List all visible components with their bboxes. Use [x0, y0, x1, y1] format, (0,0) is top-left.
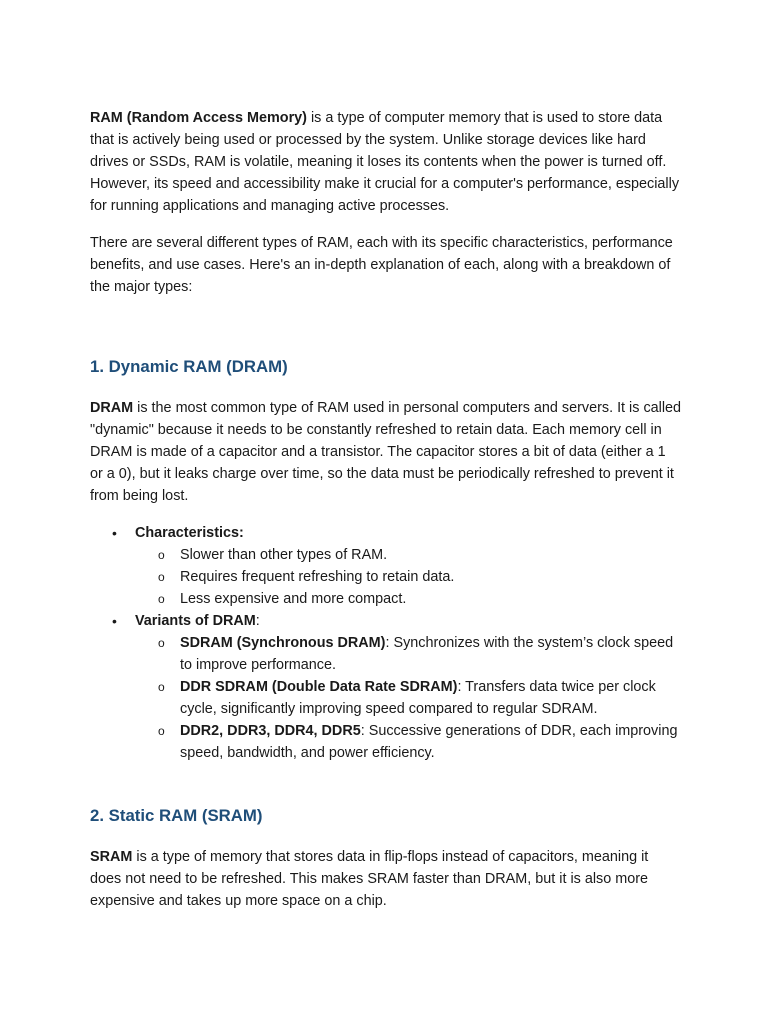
circle-bullet-icon: o: [158, 724, 165, 738]
circle-bullet-icon: o: [158, 548, 165, 562]
sram-text: is a type of memory that stores data in flip-flops instead of capacitors, meaning it does not need to be refreshed. This makes SRAM faster than DRAM, but it is also more expensive and takes up more space on a chip.: [90, 849, 649, 909]
list-item-text: Less expensive and more compact.: [180, 591, 407, 607]
list-item-text: Slower than other types of RAM.: [180, 547, 388, 563]
sram-term: SRAM: [90, 849, 133, 865]
list-item: [135, 588, 682, 610]
list-item: [135, 676, 682, 720]
characteristics-item: [90, 522, 682, 610]
dram-heading: 1. Dynamic RAM (DRAM): [90, 357, 288, 376]
circle-bullet-icon: o: [158, 636, 165, 650]
sram-paragraph: [90, 846, 682, 912]
dram-term: DRAM: [90, 400, 134, 416]
variant-text: : Transfers data twice per clock cycle, significantly improving speed compared to regular SDRAM.: [180, 679, 656, 717]
dram-text: is the most common type of RAM used in personal computers and servers. It is called "dynamic" because it needs to be constantly refreshed to retain data. Each memory cell in DRAM is made of a capacitor and a transistor. The capacitor stores a bit of data (either a 1 or a 0), but it leaks charge over time, so the data must be periodically refreshed to prevent it from being lost.: [90, 400, 682, 504]
variant-text: : Synchronizes with the system’s clock speed to improve performance.: [180, 635, 674, 673]
variant-text: : Successive generations of DDR, each improving speed, bandwidth, and power efficiency.: [180, 723, 678, 761]
variants-colon: :: [255, 613, 260, 629]
variant-term: SDRAM (Synchronous DRAM): [180, 635, 386, 651]
circle-bullet-icon: o: [158, 680, 165, 694]
list-item: [135, 566, 682, 588]
circle-bullet-icon: o: [158, 592, 165, 606]
characteristics-list: [135, 544, 682, 610]
list-item-text: Requires frequent refreshing to retain data.: [180, 569, 455, 585]
list-item: [135, 720, 682, 764]
intro-term: RAM (Random Access Memory): [90, 110, 307, 126]
list-item: [135, 544, 682, 566]
variant-term: DDR SDRAM (Double Data Rate SDRAM): [180, 679, 458, 695]
dram-bullet-list: [90, 522, 682, 764]
variants-label: Variants of DRAM: [135, 613, 256, 629]
dram-paragraph: [90, 397, 682, 507]
characteristics-label: Characteristics:: [135, 525, 244, 541]
bullet-icon: •: [112, 613, 117, 629]
variant-term: DDR2, DDR3, DDR4, DDR5: [180, 723, 361, 739]
bullet-icon: •: [112, 525, 117, 541]
intro-text: is a type of computer memory that is used to store data that is actively being used or processed by the system. Unlike storage devices like hard drives or SSDs, RAM is volatile, meaning it loses its contents when the power is turned off. However, its speed and accessibility make it crucial for a computer's performance, especially for running applications and managing active processes.: [90, 110, 680, 214]
intro-paragraph: [90, 107, 682, 217]
types-intro-paragraph: There are several different types of RAM, each with its specific characteristics, performance benefits, and use cases. Here's an in-depth explanation of each, along with a breakdown of the major types:: [90, 235, 673, 295]
document-page: [90, 107, 682, 912]
variants-item: [90, 610, 682, 764]
variants-list: [135, 632, 682, 764]
circle-bullet-icon: o: [158, 570, 165, 584]
sram-heading: 2. Static RAM (SRAM): [90, 806, 263, 825]
list-item: [135, 632, 682, 676]
